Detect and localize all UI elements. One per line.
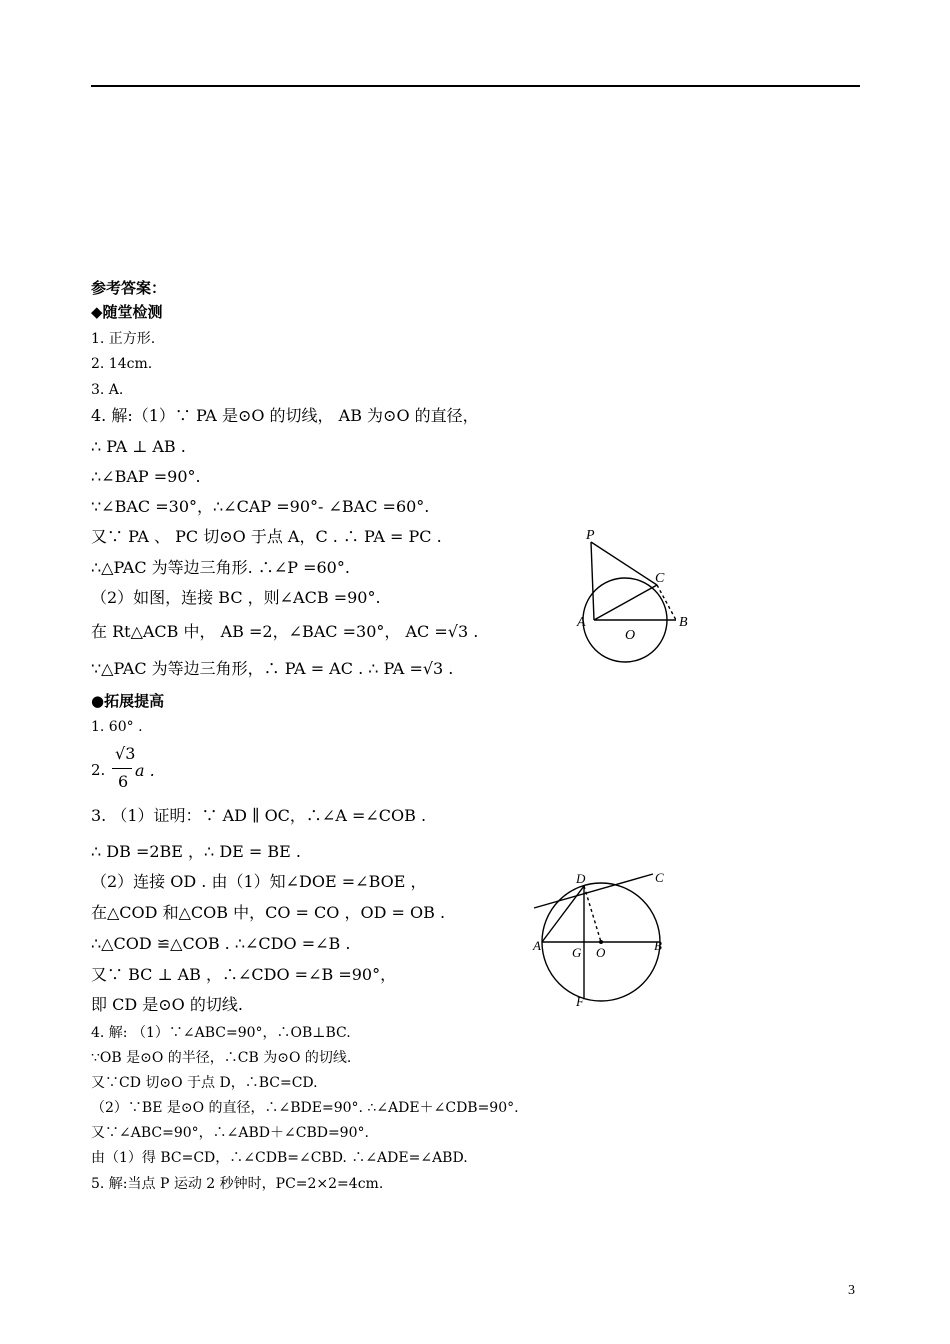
answer-line: 3. A. — [91, 382, 124, 398]
label-o: O — [596, 945, 606, 960]
answer-line: 1. 正方形. — [91, 331, 156, 347]
answer-line: 又∵CD 切⊙O 于点 D，∴BC=CD. — [91, 1075, 318, 1091]
label-a: A — [533, 938, 541, 953]
segment-pa — [591, 542, 594, 620]
answer-line: ∴∠BAP =90°. — [91, 467, 201, 486]
fraction-bar — [112, 768, 132, 769]
answer-line: 5. 解:当点 P 运动 2 秒钟时，PC=2×2=4cm. — [91, 1176, 384, 1192]
answer-line: （2）∵BE 是⊙O 的直径，∴∠BDE=90°. ∴∠ADE＋∠CDB=90°. — [91, 1100, 519, 1116]
answers-heading: 参考答案： — [91, 279, 167, 297]
label-c: C — [655, 870, 664, 885]
answer-line: 即 CD 是⊙O 的切线. — [91, 995, 243, 1014]
segment-ac — [594, 585, 657, 620]
answer-line: ∵OB 是⊙O 的半径，∴CB 为⊙O 的切线. — [91, 1050, 352, 1066]
tangent-line — [534, 874, 653, 908]
answer-line: 又∵ BC ⊥ AB ，∴∠CDO =∠B =90°， — [91, 965, 397, 984]
header-rule — [91, 85, 860, 87]
figure-tangent-cd — [528, 868, 673, 1013]
answer-line: （2）如图，连接 BC ，则∠ACB =90°. — [91, 588, 381, 607]
answer-line: 在△COD 和△COB 中，CO = CO ，OD = OB . — [91, 903, 446, 922]
answer-line: 3. （1）证明：∵ AD ∥ OC，∴∠A =∠COB . — [91, 806, 427, 825]
answer-line: 由（1）得 BC=CD，∴∠CDB=∠CBD. ∴∠ADE=∠ABD. — [91, 1150, 468, 1166]
answer-line: ∴ DB =2BE ，∴ DE = BE . — [91, 842, 302, 861]
label-p: P — [586, 528, 595, 543]
figure-tangent-triangle — [570, 525, 700, 670]
fraction-tail: a . — [135, 761, 155, 780]
answer-line: 又∵ PA 、 PC 切⊙O 于点 A，C . ∴ PA = PC . — [91, 527, 442, 546]
label-b: B — [679, 615, 688, 630]
section-heading-quiz: ◆随堂检测 — [91, 303, 163, 321]
answer-line: 在 Rt△ACB 中， AB =2，∠BAC =30°， AC =√3 . — [91, 622, 479, 641]
answer-line: 4. 解: （1）∵∠ABC=90°，∴OB⊥BC. — [91, 1025, 351, 1041]
answer-line: 1. 60° . — [91, 719, 143, 735]
label-g: G — [572, 945, 582, 960]
label-a: A — [577, 615, 586, 630]
page-number: 3 — [848, 1283, 855, 1298]
fraction-denominator: 6 — [118, 772, 129, 791]
answer-line: ∵∠BAC =30°，∴∠CAP =90°- ∠BAC =60°. — [91, 497, 430, 516]
label-b: B — [654, 938, 662, 953]
answer-line: ∵△PAC 为等边三角形，∴ PA = AC . ∴ PA =√3 . — [91, 659, 454, 678]
answer-line: 又∵∠ABC=90°，∴∠ABD＋∠CBD=90°. — [91, 1125, 369, 1141]
section-heading-extension: ●拓展提高 — [91, 692, 165, 710]
answer-line: ∴△COD ≌△COB . ∴∠CDO =∠B . — [91, 934, 351, 953]
fraction-numerator: √3 — [115, 744, 136, 763]
label-d: D — [576, 871, 586, 886]
segment-od-dashed — [584, 886, 601, 942]
label-o: O — [625, 628, 636, 643]
label-f: F — [576, 994, 584, 1009]
answer-line: 2. 14cm. — [91, 356, 153, 372]
center-point — [599, 940, 603, 944]
fraction-lead: 2. — [91, 761, 106, 779]
fraction-answer — [91, 744, 171, 796]
answer-line: 4. 解:（1）∵ PA 是⊙O 的切线， AB 为⊙O 的直径， — [91, 406, 479, 425]
answer-line: ∴ PA ⊥ AB . — [91, 437, 186, 456]
answer-line: （2）连接 OD . 由（1）知∠DOE =∠BOE ， — [91, 872, 427, 891]
label-c: C — [655, 571, 665, 586]
answer-line: ∴△PAC 为等边三角形. ∴∠P =60°. — [91, 558, 350, 577]
